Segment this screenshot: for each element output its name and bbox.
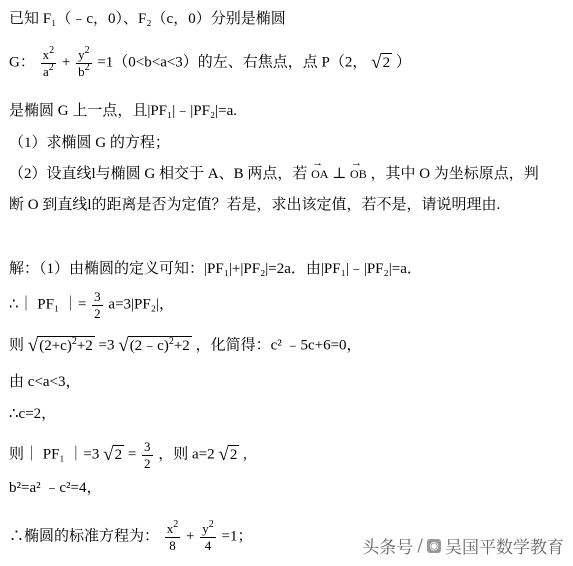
g-label: G： <box>9 54 35 71</box>
fraction-y2-4: $\frac{y^2}{4}$ <box>202 519 214 553</box>
watermark-left: 头条号 <box>362 538 414 558</box>
watermark-logo-icon: ◉ <box>427 539 441 553</box>
solution-line-4: 由 c<a<3， <box>9 374 81 390</box>
problem-line-2 <box>9 45 411 79</box>
watermark-slash: / <box>417 535 423 556</box>
vector-ob: → OB <box>350 168 367 180</box>
equals-three: =3 <box>98 337 115 354</box>
fraction-3-2-b: $\frac{3}{2}$ <box>144 439 151 471</box>
a-value: ，则 a=2 <box>158 446 215 463</box>
sqrt-2-a: √ 2 <box>103 444 123 466</box>
standard-eq-label: ∴椭圆的标准方程为： <box>9 528 160 545</box>
therefore-pf1: ∴｜ PF₁ ｜= <box>9 296 87 313</box>
solution-line-7: b²=a² ﹣c²=4， <box>9 480 102 496</box>
perp-symbol: ⊥ <box>332 166 347 182</box>
watermark <box>362 533 564 558</box>
vector-oa: → OA <box>311 168 328 180</box>
close-paren: ） <box>395 54 411 71</box>
then-label: 则 <box>9 337 25 354</box>
problem-line-3: 是椭圆 G 上一点，且|PF₁|﹣|PF₂|=a. <box>9 103 238 119</box>
solution-line-5: ∴c=2， <box>9 406 57 422</box>
part2-text-tail: ，其中 O 为坐标原点，判 <box>370 166 539 182</box>
part2-text: （2）设直线l与椭圆 G 相交于 A、B 两点，若 <box>9 166 308 182</box>
plus-sign-2: + <box>186 528 195 545</box>
solution-line-1: 解：（1）由椭圆的定义可知：|PF₁|+|PF₂|=2a．由|PF₁|﹣|PF₂|=a． <box>9 261 422 277</box>
sqrt-left: √ $(2+c)^2+2$ <box>27 335 93 356</box>
fraction-x2-a2: $\frac{x^2}{a^2}$ <box>42 45 55 79</box>
problem-line-6: 断 O 到直线l的距离是否为定值？若是，求出该定值，若不是，请说明理由. <box>9 197 501 213</box>
equals-one: =1； <box>221 528 253 545</box>
comma: , <box>243 446 247 463</box>
plus-sign: + <box>61 54 71 71</box>
sqrt-right: √ (2﹣c)$^2$+2 <box>118 335 190 356</box>
problem-line-5 <box>9 167 539 182</box>
problem-line-4: （1）求椭圆 G 的方程； <box>9 135 170 151</box>
solution-line-8 <box>9 519 253 553</box>
pf2-relation: a=3|PF₂|， <box>108 296 174 313</box>
ellipse-condition: =1（0<b<a<3）的左、右焦点，点 P（2， <box>97 54 368 71</box>
sqrt-2: √ 2 <box>371 52 391 74</box>
solution-line-3 <box>9 336 362 356</box>
fraction-3-2: $\frac{3}{2}$ <box>94 289 101 321</box>
simplified-eq: ，化简得：c² ﹣5c+6=0， <box>195 337 362 354</box>
watermark-right: 吴国平数学教育 <box>445 538 564 558</box>
problem-line-1: 已知 F₁（﹣c，0）、F₂（c，0）分别是椭圆 <box>9 11 286 27</box>
pf1-value: 则｜ PF₁ ｜=3 <box>9 446 100 463</box>
fraction-x2-8: $\frac{x^2}{8}$ <box>166 519 179 553</box>
sqrt-2-b: √ 2 <box>218 444 238 466</box>
equals: = <box>127 446 137 463</box>
solution-line-2 <box>9 290 174 320</box>
solution-line-6 <box>9 440 247 470</box>
fraction-y2-b2: $\frac{y^2}{b^2}$ <box>78 45 90 79</box>
